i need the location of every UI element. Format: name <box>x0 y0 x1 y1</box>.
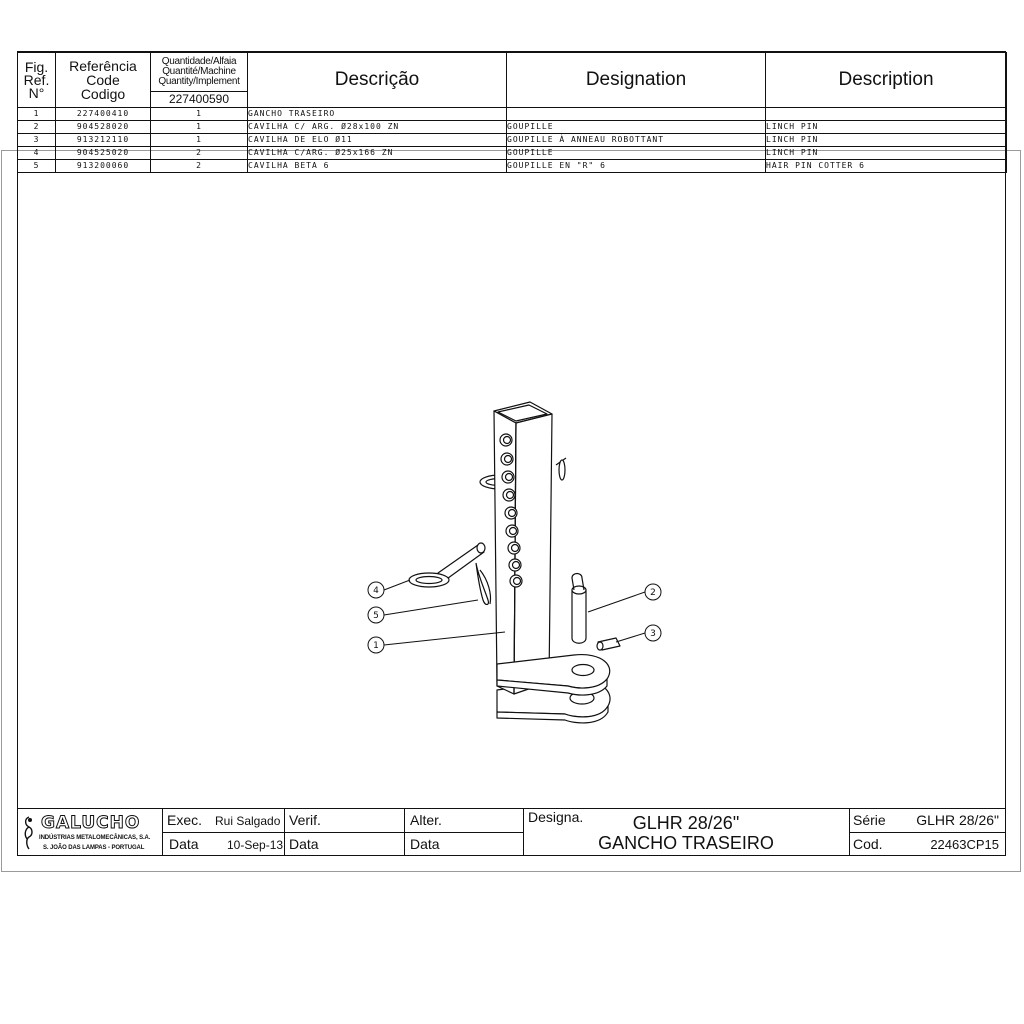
row-ref: 913200060 <box>56 160 151 173</box>
header-qty-code: 227400590 <box>151 91 247 107</box>
designa-line1: GLHR 28/26" <box>632 813 740 833</box>
linch-pin-4 <box>409 543 485 587</box>
row-descricao: CAVILHA C/ ARG. Ø28x100 ZN <box>248 121 507 134</box>
row-description: LINCH PIN <box>766 134 1007 147</box>
row-description: HAIR PIN COTTER 6 <box>766 160 1007 173</box>
header-fig-line2: Ref. <box>23 71 50 88</box>
logo-bird-icon <box>21 815 37 853</box>
verif-date-label: Data <box>289 836 319 852</box>
header-designation: Designation <box>507 53 766 108</box>
cod-value: 22463CP15 <box>930 837 999 852</box>
row-ref: 904528020 <box>56 121 151 134</box>
row-description: LINCH PIN <box>766 121 1007 134</box>
row-fig: 5 <box>18 160 56 173</box>
row-fig: 1 <box>18 108 56 121</box>
header-qty-line2: Quantité/Machine <box>162 66 236 77</box>
linch-pin-2 <box>572 574 586 644</box>
header-descricao: Descrição <box>248 53 507 108</box>
date-value: 10-Sep-13 <box>227 838 284 852</box>
header-ref-line3: Codigo <box>80 86 126 102</box>
designa-label: Designa. <box>528 809 584 825</box>
serie-label: Série <box>853 812 886 828</box>
row-designation: GOUPILLE <box>507 147 766 160</box>
verif-label: Verif. <box>289 812 321 828</box>
logo-name: GALUCHO <box>41 813 141 833</box>
header-fig-line3: N° <box>28 84 45 101</box>
callout-3-label: 3 <box>650 629 656 639</box>
row-descricao: CAVILHA C/ARG. Ø25x166 ZN <box>248 147 507 160</box>
callout-4-label: 4 <box>373 586 379 596</box>
logo-line2: S. JOÃO DAS LAMPAS - PORTUGAL <box>43 845 145 851</box>
hair-pin-cotter-5 <box>476 563 491 605</box>
alter-label: Alter. <box>410 812 442 828</box>
company-logo <box>21 813 161 855</box>
designa-line2: GANCHO TRASEIRO <box>598 833 774 853</box>
row-qty: 1 <box>151 108 248 121</box>
row-designation: GOUPILLE EN "R" 6 <box>507 160 766 173</box>
row-descricao: CAVILHA BETA 6 <box>248 160 507 173</box>
header-ref-line1: Referência <box>69 58 137 74</box>
cod-label: Cod. <box>853 836 883 852</box>
row-designation: GOUPILLE À ANNEAU ROBOTTANT <box>507 134 766 147</box>
main-tube <box>494 402 552 694</box>
row-descricao: CAVILHA DE ELO Ø11 <box>248 134 507 147</box>
header-qty-line3: Quantity/Implement <box>158 76 240 87</box>
header-ref-line2: Code <box>86 72 120 88</box>
row-fig: 3 <box>18 134 56 147</box>
row-ref: 904525020 <box>56 147 151 160</box>
row-designation: GOUPILLE <box>507 121 766 134</box>
exec-value: Rui Salgado <box>215 814 281 828</box>
header-qty-line1: Quantidade/Alfaia <box>161 56 237 67</box>
callout-2-label: 2 <box>650 588 656 598</box>
row-ref: 227400410 <box>56 108 151 121</box>
row-ref: 913212110 <box>56 134 151 147</box>
row-qty: 2 <box>151 160 248 173</box>
row-fig: 4 <box>18 147 56 160</box>
alter-date-label: Data <box>410 836 440 852</box>
row-qty: 1 <box>151 134 248 147</box>
row-descricao: GANCHO TRASEIRO <box>248 108 507 121</box>
serie-value: GLHR 28/26" <box>916 812 999 828</box>
row-qty: 1 <box>151 121 248 134</box>
header-fig-line1: Fig. <box>24 58 49 75</box>
row-description: LINCH PIN <box>766 147 1007 160</box>
callout-5-label: 5 <box>373 611 379 621</box>
exec-label: Exec. <box>167 812 203 828</box>
title-block <box>17 808 1006 856</box>
date-label: Data <box>169 836 199 852</box>
row-fig: 2 <box>18 121 56 134</box>
logo-line1: INDÚSTRIAS METALOMECÂNICAS, S.A. <box>39 835 151 841</box>
callout-1-label: 1 <box>373 641 379 651</box>
linch-pin-3 <box>597 638 620 650</box>
row-qty: 2 <box>151 147 248 160</box>
header-description: Description <box>766 53 1007 108</box>
